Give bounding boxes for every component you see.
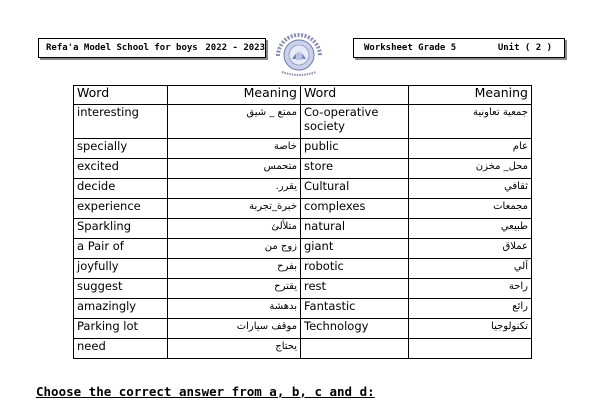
table-row: [74, 105, 532, 139]
header-school-box: [38, 38, 266, 58]
meaning-cell: آلي: [409, 259, 532, 279]
meaning-cell: ممتع _ شيق: [168, 105, 301, 139]
word-cell: Technology: [301, 319, 409, 339]
instruction-heading: Choose the correct answer from a, b, c and d:: [36, 384, 375, 399]
word-cell: natural: [301, 219, 409, 239]
word-cell: Co-operative society: [301, 105, 409, 139]
word-cell: [301, 339, 409, 359]
table-row: [74, 139, 532, 159]
word-cell: Parking lot: [74, 319, 168, 339]
meaning-cell: بفرح: [168, 259, 301, 279]
meaning-cell: [409, 339, 532, 359]
meaning-cell: عام: [409, 139, 532, 159]
table-row: [74, 299, 532, 319]
meaning-cell: تكنولوجيا: [409, 319, 532, 339]
table-row: [74, 239, 532, 259]
meaning-cell: راحة: [409, 279, 532, 299]
meaning-cell: خبرة_تجربة: [168, 199, 301, 219]
header-word-1: Word: [74, 86, 168, 105]
table-row: [74, 159, 532, 179]
table-row: [74, 279, 532, 299]
meaning-cell: رائع: [409, 299, 532, 319]
word-cell: specially: [74, 139, 168, 159]
word-cell: need: [74, 339, 168, 359]
table-row: [74, 319, 532, 339]
table-row: [74, 339, 532, 359]
meaning-cell: مجمعات: [409, 199, 532, 219]
meaning-cell: جمعية تعاونية: [409, 105, 532, 139]
meaning-cell: يقترح: [168, 279, 301, 299]
word-cell: store: [301, 159, 409, 179]
header-word-2: Word: [301, 86, 409, 105]
header-meaning-2: Meaning: [409, 86, 532, 105]
word-cell: Fantastic: [301, 299, 409, 319]
meaning-cell: طبيعي: [409, 219, 532, 239]
school-emblem-icon: [272, 28, 326, 78]
word-cell: robotic: [301, 259, 409, 279]
table-header-row: [74, 86, 532, 105]
meaning-cell: عملاق: [409, 239, 532, 259]
word-cell: amazingly: [74, 299, 168, 319]
table-row: [74, 259, 532, 279]
meaning-cell: يقرر.: [168, 179, 301, 199]
word-cell: giant: [301, 239, 409, 259]
meaning-cell: زوج من: [168, 239, 301, 259]
meaning-cell: ثقافي: [409, 179, 532, 199]
word-cell: a Pair of: [74, 239, 168, 259]
school-year: 2022 - 2023: [205, 43, 265, 53]
word-cell: Sparkling: [74, 219, 168, 239]
table-row: [74, 179, 532, 199]
meaning-cell: محل_ مخزن: [409, 159, 532, 179]
meaning-cell: متحمس: [168, 159, 301, 179]
table-row: [74, 219, 532, 239]
header-worksheet-box: [353, 38, 565, 58]
meaning-cell: خاصة: [168, 139, 301, 159]
meaning-cell: بدهشة: [168, 299, 301, 319]
word-cell: decide: [74, 179, 168, 199]
word-cell: rest: [301, 279, 409, 299]
word-cell: complexes: [301, 199, 409, 219]
word-cell: joyfully: [74, 259, 168, 279]
vocabulary-table: [73, 85, 532, 359]
unit-label: Unit ( 2 ): [497, 43, 552, 53]
school-name: Refa'a Model School for boys: [46, 43, 198, 53]
word-cell: public: [301, 139, 409, 159]
meaning-cell: يحتاج: [168, 339, 301, 359]
word-cell: suggest: [74, 279, 168, 299]
word-cell: Cultural: [301, 179, 409, 199]
table-row: [74, 199, 532, 219]
word-cell: interesting: [74, 105, 168, 139]
word-cell: excited: [74, 159, 168, 179]
word-cell: experience: [74, 199, 168, 219]
meaning-cell: متلألئ: [168, 219, 301, 239]
meaning-cell: موقف سيارات: [168, 319, 301, 339]
worksheet-grade: Worksheet Grade 5: [364, 43, 457, 53]
header-meaning-1: Meaning: [168, 86, 301, 105]
